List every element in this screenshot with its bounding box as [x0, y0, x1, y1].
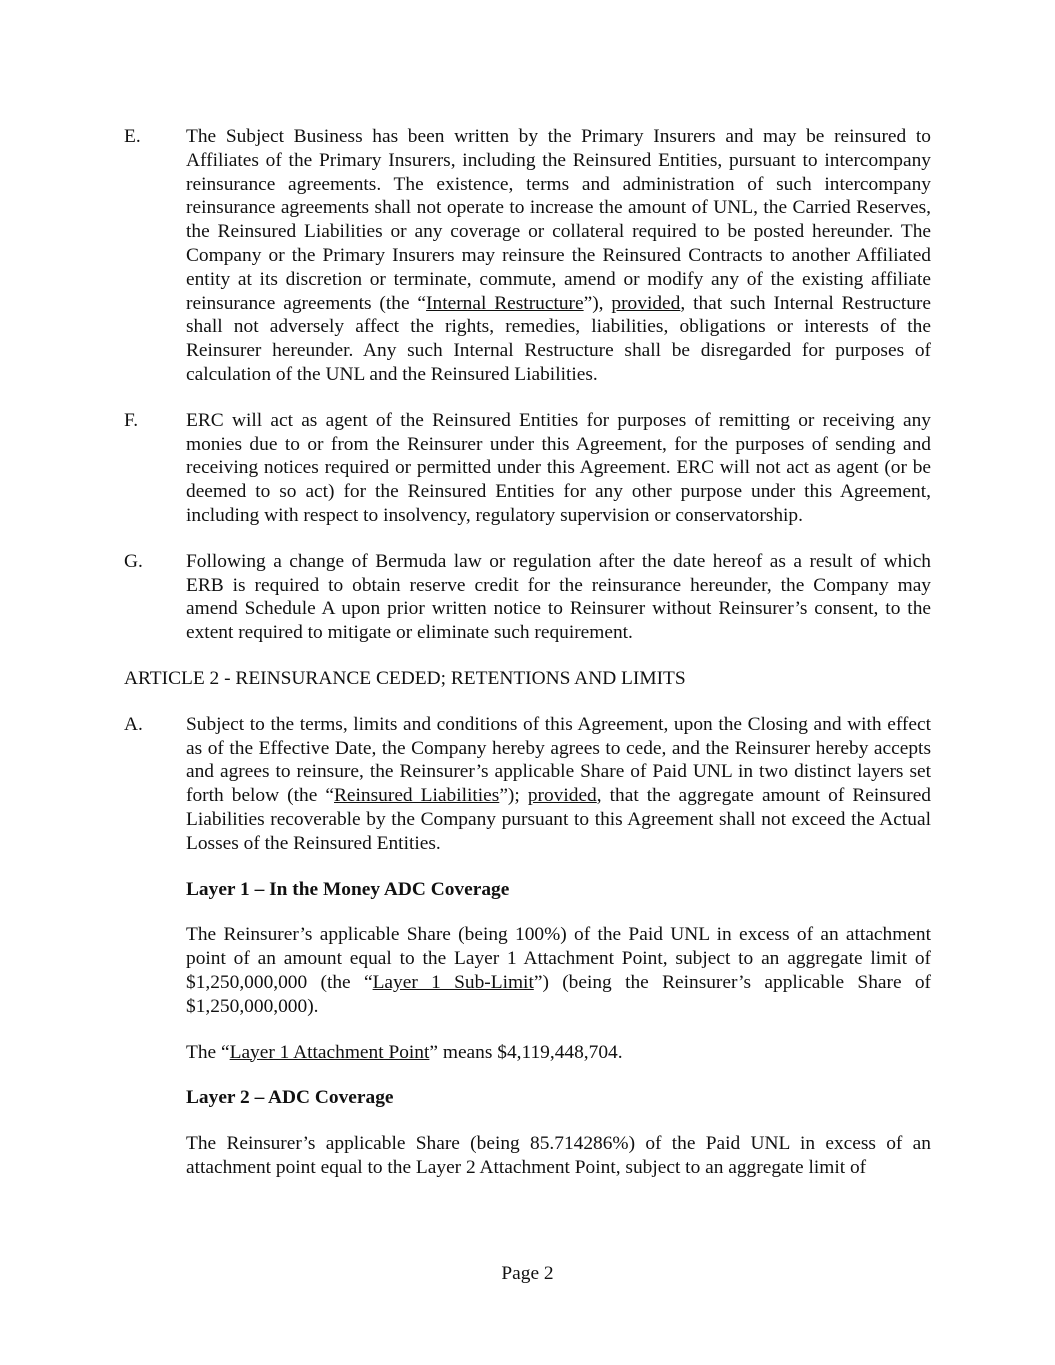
layer-2-section: [186, 1086, 931, 1179]
layer-1-heading: Layer 1 – In the Money ADC Coverage: [186, 878, 510, 900]
defined-term-reinsured-liabilities: Reinsured Liabilities: [334, 785, 500, 807]
page-number: Page 2: [501, 1263, 554, 1284]
layer-2-heading: Layer 2 – ADC Coverage: [186, 1087, 394, 1109]
layer-2-text: The Reinsurer’s applicable Share (being 85.714286%) of the Paid UNL in excess of an attachment point equal to the Layer 2 Attachment Point, subject to an aggregate limit of: [186, 1133, 931, 1178]
clause-label: A.: [124, 713, 143, 735]
article-2-clause-a-text: Subject to the terms, limits and conditions of this Agreement, upon the Closing and with effect as of the Effective Date, the Company hereby agrees to cede, and the Reinsurer hereby accepts and agrees to reinsure, the Reinsurer’s applicable Share of Paid UNL in two distinct layers set forth below (the “Reinsured Liabilities”); provided, that the aggregate amount of Reinsured Liabilities recoverable by the Company pursuant to this Agreement shall not exceed the Actual Losses of the Reinsured Entities.: [186, 713, 931, 854]
clause-label: F.: [124, 409, 139, 431]
clause-e: [124, 125, 931, 387]
layer-1-section: [186, 878, 931, 1065]
defined-term-provided: provided: [527, 785, 597, 807]
article-2-heading: ARTICLE 2 - REINSURANCE CEDED; RETENTIONS AND LIMITS: [124, 667, 686, 689]
defined-term-layer-1-attachment-point: Layer 1 Attachment Point: [229, 1041, 430, 1063]
layer-1-attachment-definition: The “Layer 1 Attachment Point” means $4,119,448,704.: [186, 1041, 623, 1063]
clause-f: [124, 409, 931, 528]
clause-label: G.: [124, 550, 143, 572]
article-2-clause-a: [124, 713, 931, 856]
clause-g: [124, 550, 931, 645]
layer-1-text: The Reinsurer’s applicable Share (being 100%) of the Paid UNL in excess of an attachment point of an amount equal to the Layer 1 Attachment Point, subject to an aggregate limit of $1,250,000,000 (the “Layer 1 Sub-Limit”) (being the Reinsurer’s applicable Share of $1,250,000,000).: [186, 924, 932, 1017]
clause-f-text: ERC will act as agent of the Reinsured Entities for purposes of remitting or receiving any monies due to or from the Reinsurer under this Agreement, for the purposes of sending and receiving notices required or permitted under this Agreement. ERC will not act as agent (or be deemed to so act) for the Reinsured Entities for any other purpose under this Agreement, including with respect to insolvency, regulatory supervision or conservatorship.: [186, 409, 931, 526]
clause-e-text: The Subject Business has been written by the Primary Insurers and may be reinsured to Affiliates of the Primary Insurers, including the Reinsured Entities, pursuant to intercompany reinsurance agreements. The existence, terms and administration of such intercompany reinsurance agreements shall not operate to increase the amount of UNL, the Carried Reserves, the Reinsured Liabilities or any coverage or collateral required to be posted hereunder. The Company or the Primary Insurers may reinsure the Reinsured Contracts to another Affiliated entity at its discretion or terminate, commute, amend or modify any of the existing affiliate reinsurance agreements (the “Internal Restructure”), provided, that such Internal Restructure shall not adversely affect the rights, remedies, liabilities, obligations or interests of the Reinsurer hereunder. Any such Internal Restructure shall be disregarded for purposes of calculation of the UNL and the Reinsured Liabilities.: [186, 126, 931, 385]
clause-g-text: Following a change of Bermuda law or regulation after the date hereof as a result of which ERB is required to obtain reserve credit for the reinsurance hereunder, the Company may amend Schedule A upon prior written notice to Reinsurer without Reinsurer’s consent, to the extent required to mitigate or eliminate such requirement.: [186, 550, 931, 644]
defined-term-internal-restructure: Internal Restructure: [426, 292, 584, 314]
clause-label: E.: [124, 126, 141, 147]
defined-term-layer-1-sub-limit: Layer 1 Sub-Limit: [372, 971, 534, 993]
document-body: [124, 125, 931, 1180]
defined-term-provided: provided: [611, 292, 681, 314]
